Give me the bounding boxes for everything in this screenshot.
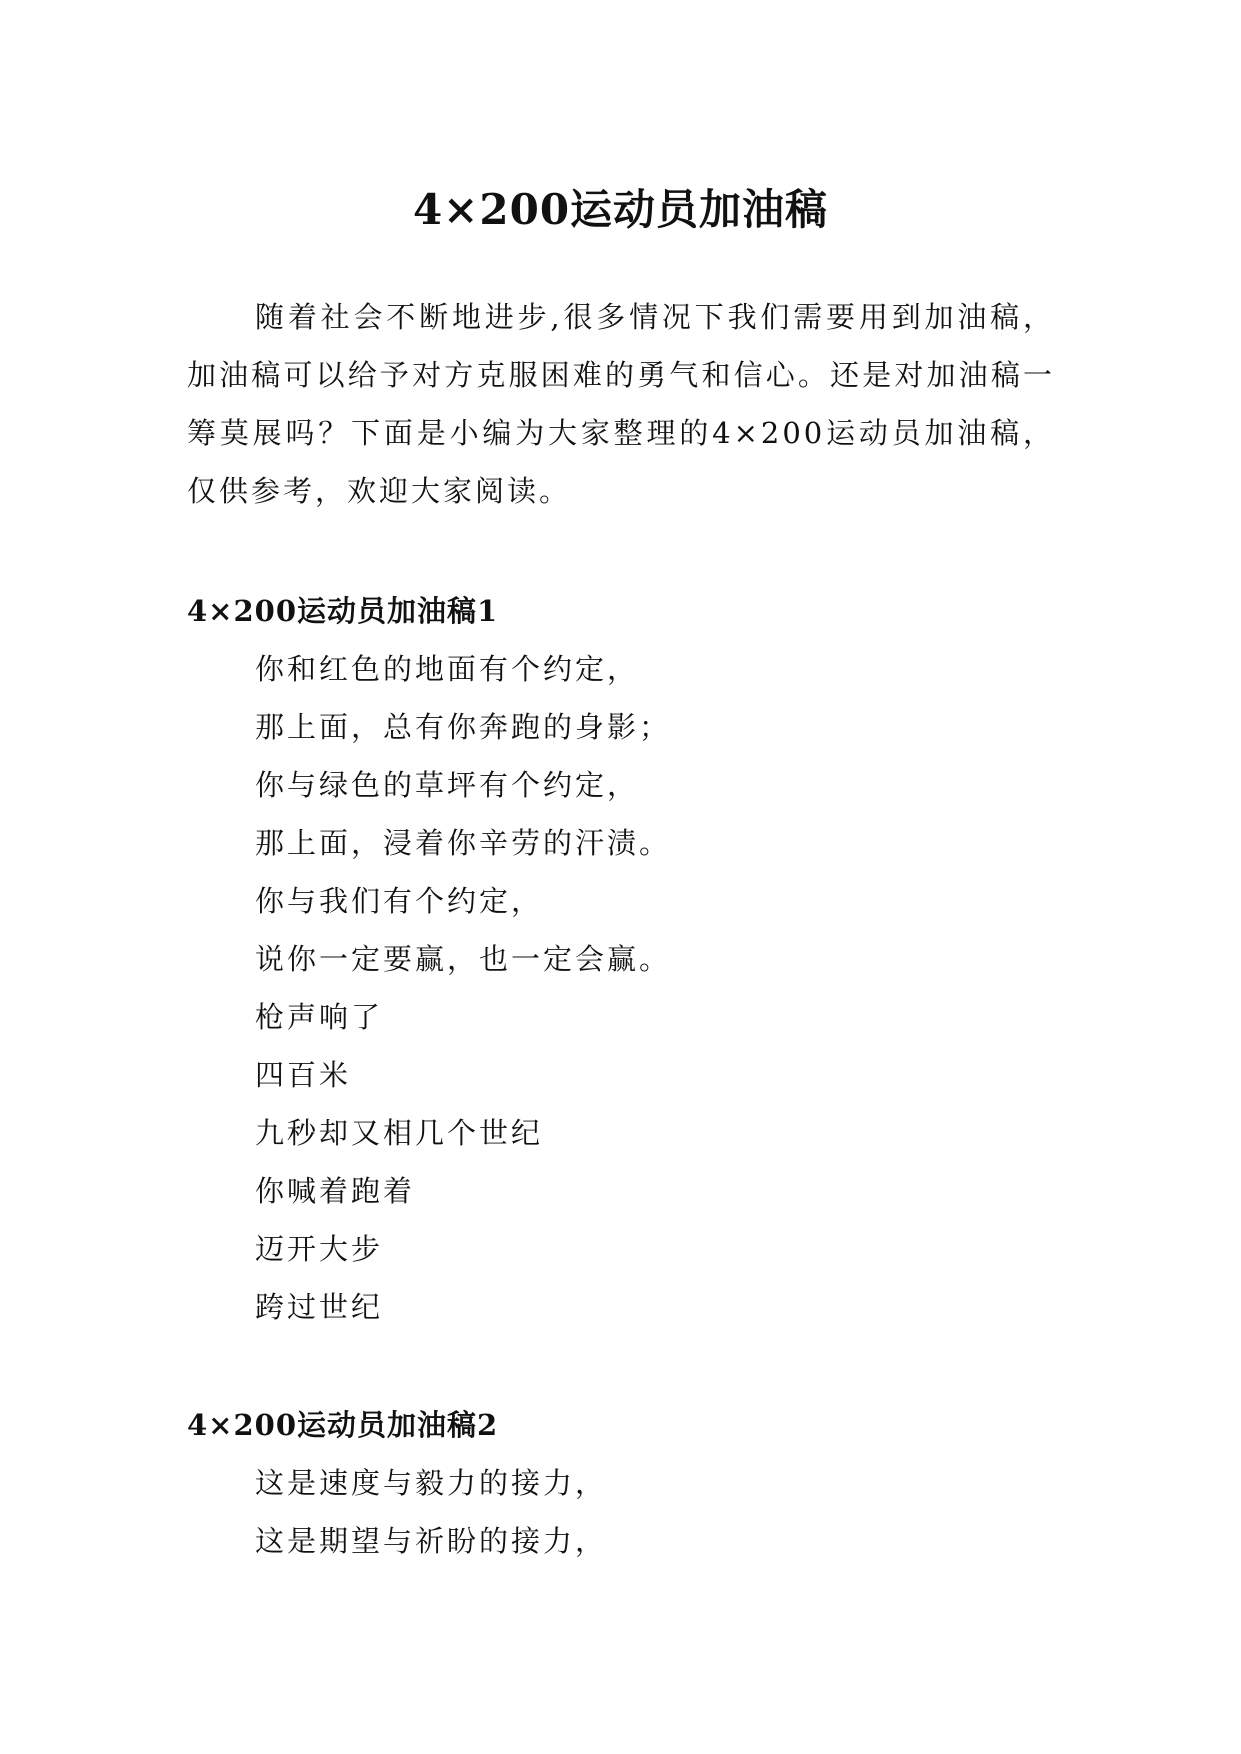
verse-line: 你与绿色的草坪有个约定， bbox=[255, 768, 640, 802]
section-2 bbox=[187, 1396, 1055, 1570]
intro-paragraph: 随着社会不断地进步,很多情况下我们需要用到加油稿，加油稿可以给予对方克服困难的勇气和信心。还是对加油稿一筹莫展吗？下面是小编为大家整理的4×200运动员加油稿，仅供参考，欢迎大家阅读。 bbox=[187, 300, 1055, 508]
verse-line: 枪声响了 bbox=[255, 1000, 384, 1034]
verse-line: 迈开大步 bbox=[255, 1232, 384, 1266]
verse-line: 四百米 bbox=[255, 1058, 352, 1092]
verse-line: 你和红色的地面有个约定， bbox=[255, 652, 640, 686]
section-1 bbox=[187, 582, 1055, 1336]
verse-line: 这是速度与毅力的接力， bbox=[255, 1466, 608, 1500]
verse-line: 那上面，总有你奔跑的身影； bbox=[255, 710, 672, 744]
verse-line: 你与我们有个约定， bbox=[255, 884, 544, 918]
verse-line: 这是期望与祈盼的接力， bbox=[255, 1524, 608, 1558]
verse-line: 说你一定要赢，也一定会赢。 bbox=[255, 942, 672, 976]
verse-lines bbox=[187, 640, 1055, 1336]
verse-line: 跨过世纪 bbox=[255, 1290, 384, 1324]
section-heading: 4×200运动员加油稿1 bbox=[187, 594, 499, 628]
verse-line: 九秒却又相几个世纪 bbox=[255, 1116, 544, 1150]
verse-lines bbox=[187, 1454, 1055, 1570]
section-heading: 4×200运动员加油稿2 bbox=[187, 1408, 499, 1442]
verse-line: 那上面，浸着你辛劳的汗渍。 bbox=[255, 826, 672, 860]
verse-line: 你喊着跑着 bbox=[255, 1174, 416, 1208]
document-title: 4×200运动员加油稿 bbox=[412, 185, 829, 235]
